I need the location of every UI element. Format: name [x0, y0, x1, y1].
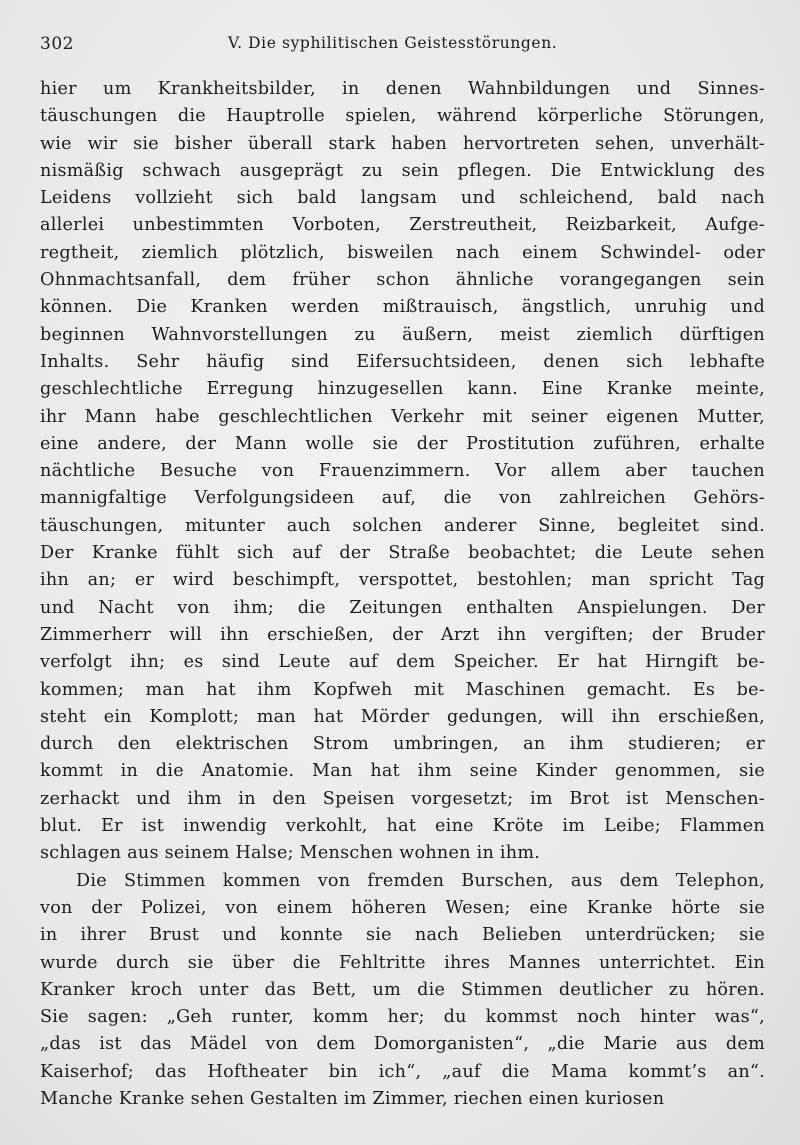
text-line: Der Kranke fühlt sich auf der Straße beobachtet; die Leute sehen: [40, 543, 765, 564]
text-line: ihr Mann habe geschlechtlichen Verkehr mit seiner eigenen Mutter,: [40, 406, 765, 427]
text-line: Leidens vollzieht sich bald langsam und schleichend, bald nach: [40, 188, 765, 209]
text-line: beginnen Wahnvorstellungen zu äußern, meist ziemlich dürftigen: [40, 324, 765, 345]
text-line: regtheit, ziemlich plötzlich, bisweilen nach einem Schwindel- oder: [40, 242, 765, 263]
text-line: mannigfaltige Verfolgungsideen auf, die von zahlreichen Gehörs-: [40, 488, 765, 509]
text-line: Kranker kroch unter das Bett, um die Stimmen deutlicher zu hören.: [40, 979, 765, 1000]
text-line: können. Die Kranken werden mißtrauisch, ängstlich, unruhig und: [40, 297, 765, 318]
text-line: blut. Er ist inwendig verkohlt, hat eine Kröte im Leibe; Flammen: [40, 816, 765, 837]
text-line: geschlechtliche Erregung hinzugesellen kann. Eine Kranke meinte,: [40, 379, 765, 400]
text-line: wie wir sie bisher überall stark haben hervortreten sehen, unverhält-: [40, 133, 765, 154]
text-line: täuschungen, mitunter auch solchen anderer Sinne, begleitet sind.: [40, 515, 765, 536]
chapter-title: V. Die syphilitischen Geistesstörungen.: [228, 34, 558, 52]
text-line: hier um Krankheitsbilder, in denen Wahnbildungen und Sinnes-: [40, 79, 765, 99]
text-line: in ihrer Brust und konnte sie nach Belieben unterdrücken; sie: [40, 925, 765, 946]
text-line: schlagen aus seinem Halse; Menschen wohnen in ihm.: [40, 843, 541, 864]
text-line: täuschungen die Hauptrolle spielen, während körperliche Störungen,: [40, 106, 765, 127]
text-line: nächtliche Besuche von Frauenzimmern. Vor allem aber tauchen: [40, 461, 765, 482]
text-line: eine andere, der Mann wolle sie der Prostitution zuführen, erhalte: [40, 433, 765, 454]
text-line: Inhalts. Sehr häufig sind Eifersuchtsideen, denen sich lebhafte: [40, 351, 765, 372]
page-number: 302: [40, 34, 74, 54]
text-line: verfolgt ihn; es sind Leute auf dem Speicher. Er hat Hirngift be-: [40, 652, 765, 673]
text-line: und Nacht von ihm; die Zeitungen enthalten Anspielungen. Der: [40, 597, 765, 618]
text-line: kommt in die Anatomie. Man hat ihm seine Kinder genommen, sie: [40, 761, 765, 782]
text-line: wurde durch sie über die Fehltritte ihres Mannes unterrichtet. Ein: [40, 952, 765, 973]
text-line: ihn an; er wird beschimpft, verspottet, bestohlen; man spricht Tag: [40, 570, 765, 591]
text-line: von der Polizei, von einem höheren Wesen; eine Kranke hörte sie: [40, 897, 765, 918]
running-head: [40, 34, 765, 58]
text-line: Sie sagen: „Geh runter, komm her; du kommst noch hinter was“,: [40, 1007, 765, 1028]
text-line: Ohnmachtsanfall, dem früher schon ähnliche vorangegangen sein: [40, 270, 765, 291]
paragraph: [40, 868, 765, 1114]
text-line: zerhackt und ihm in den Speisen vorgesetzt; im Brot ist Menschen-: [40, 788, 765, 809]
text-line: „das ist das Mädel von dem Domorganisten“, „die Marie aus dem: [40, 1034, 765, 1055]
text-line: steht ein Komplott; man hat Mörder gedungen, will ihn erschießen,: [40, 706, 765, 727]
text-line: nismäßig schwach ausgeprägt zu sein pflegen. Die Entwicklung des: [40, 160, 765, 181]
text-line: allerlei unbestimmten Vorboten, Zerstreutheit, Reizbarkeit, Aufge-: [40, 215, 765, 236]
text-line: Kaiserhof; das Hoftheater bin ich“, „auf die Mama kommt’s an“.: [40, 1061, 765, 1082]
text-line: durch den elektrischen Strom umbringen, an ihm studieren; er: [40, 734, 765, 755]
text-line: Zimmerherr will ihn erschießen, der Arzt ihn vergiften; der Bruder: [40, 624, 765, 645]
paragraph: [40, 76, 765, 868]
body-text: [40, 76, 765, 1113]
text-line: kommen; man hat ihm Kopfweh mit Maschinen gemacht. Es be-: [40, 679, 765, 700]
text-line: Die Stimmen kommen von fremden Burschen, aus dem Telephon,: [76, 870, 765, 891]
text-line: Manche Kranke sehen Gestalten im Zimmer, riechen einen kuriosen: [40, 1088, 665, 1109]
